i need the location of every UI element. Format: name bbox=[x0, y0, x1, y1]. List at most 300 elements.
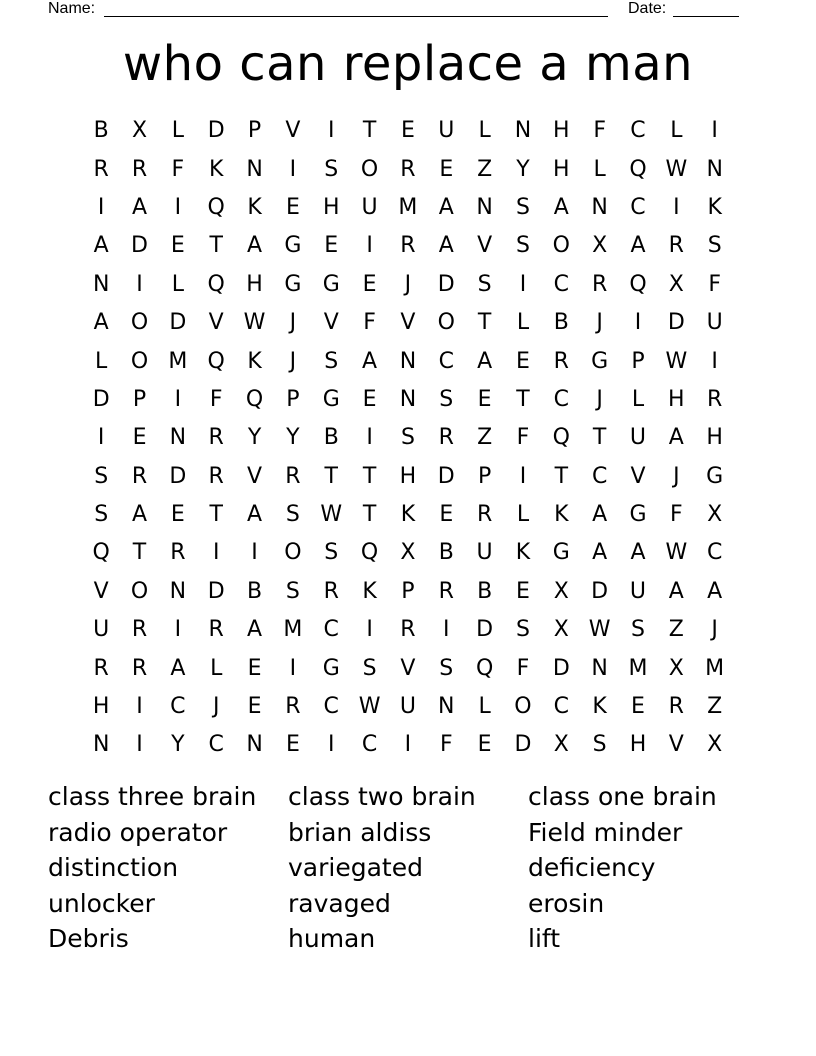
grid-cell: N bbox=[476, 194, 493, 220]
grid-cell: X bbox=[553, 732, 569, 758]
grid-cell: E bbox=[324, 233, 339, 259]
grid-cell: A bbox=[592, 502, 608, 528]
grid-cell: R bbox=[476, 502, 493, 528]
grid-cell: O bbox=[130, 578, 149, 604]
grid-cell: C bbox=[591, 463, 608, 489]
grid-cell: E bbox=[631, 694, 645, 720]
grid-cell: S bbox=[631, 617, 645, 643]
grid-cell: A bbox=[630, 540, 646, 566]
grid-cell: S bbox=[707, 233, 722, 259]
grid-cell: A bbox=[668, 425, 684, 451]
grid-cell: H bbox=[629, 732, 647, 758]
word-list-item: erosin bbox=[528, 888, 605, 918]
grid-cell: U bbox=[399, 694, 416, 720]
grid-cell: N bbox=[399, 386, 417, 412]
grid-cell: C bbox=[630, 118, 646, 144]
grid-cell: A bbox=[170, 655, 186, 681]
grid-cell: N bbox=[591, 194, 608, 220]
grid-cell: T bbox=[362, 463, 377, 489]
grid-cell: A bbox=[630, 233, 646, 259]
grid-cell: Z bbox=[477, 156, 493, 182]
grid-cell: B bbox=[323, 425, 339, 451]
grid-cell: L bbox=[95, 348, 108, 374]
grid-cell: S bbox=[477, 271, 492, 297]
grid-cell: T bbox=[132, 540, 147, 566]
grid-cell: O bbox=[437, 310, 455, 336]
grid-cell: A bbox=[247, 617, 263, 643]
grid-cell: A bbox=[477, 348, 493, 374]
word-list-item: Debris bbox=[48, 924, 129, 954]
grid-cell: R bbox=[591, 271, 608, 297]
grid-cell: V bbox=[323, 310, 339, 336]
grid-cell: Q bbox=[207, 194, 225, 220]
grid-cell: H bbox=[399, 463, 417, 489]
grid-cell: X bbox=[707, 502, 723, 528]
grid-cell: I bbox=[711, 118, 718, 144]
grid-cell: D bbox=[437, 271, 455, 297]
grid-cell: L bbox=[478, 694, 491, 720]
grid-cell: R bbox=[323, 578, 339, 604]
grid-cell: D bbox=[667, 310, 685, 336]
header-row bbox=[48, 0, 742, 20]
grid-cell: J bbox=[596, 386, 603, 412]
grid-cell: P bbox=[132, 386, 147, 412]
grid-cell: G bbox=[284, 271, 302, 297]
grid-cell: K bbox=[554, 502, 569, 528]
word-list-item: Field minder bbox=[528, 817, 683, 847]
name-blank-line[interactable] bbox=[104, 16, 608, 17]
grid-cell: J bbox=[212, 694, 220, 720]
grid-cell: A bbox=[93, 233, 109, 259]
grid-cell: E bbox=[170, 233, 185, 259]
grid-cell: I bbox=[251, 540, 258, 566]
grid-cell: M bbox=[398, 194, 418, 220]
grid-cell: I bbox=[404, 732, 412, 758]
grid-cell: Z bbox=[477, 425, 493, 451]
grid-cell: I bbox=[136, 732, 143, 758]
grid-cell: N bbox=[591, 655, 608, 681]
grid-cell: L bbox=[210, 655, 223, 681]
grid-cell: R bbox=[438, 578, 454, 604]
grid-cell: V bbox=[285, 118, 301, 144]
grid-cell: F bbox=[171, 156, 185, 182]
grid-cell: R bbox=[400, 156, 416, 182]
date-label: Date: bbox=[628, 0, 667, 17]
word-list-item: class three brain bbox=[48, 782, 257, 811]
grid-cell: D bbox=[437, 463, 455, 489]
grid-cell: T bbox=[324, 463, 338, 489]
grid-cell: R bbox=[208, 617, 224, 643]
grid-cell: N bbox=[246, 732, 263, 758]
grid-cell: I bbox=[519, 271, 527, 297]
grid-cell: N bbox=[706, 156, 723, 182]
letter-grid bbox=[82, 112, 734, 767]
grid-cell: E bbox=[439, 502, 454, 528]
grid-cell: Q bbox=[207, 271, 225, 297]
grid-cell: V bbox=[477, 233, 493, 259]
grid-cell: C bbox=[630, 194, 646, 220]
grid-cell: L bbox=[516, 502, 530, 528]
grid-cell: I bbox=[366, 617, 373, 643]
grid-cell: I bbox=[443, 617, 450, 643]
grid-cell: M bbox=[168, 348, 188, 374]
grid-cell: J bbox=[711, 617, 718, 643]
grid-cell: P bbox=[247, 118, 262, 144]
grid-cell: E bbox=[477, 386, 492, 412]
grid-cell: T bbox=[209, 502, 223, 528]
grid-cell: I bbox=[136, 694, 143, 720]
grid-cell: B bbox=[247, 578, 263, 604]
grid-cell: I bbox=[519, 463, 527, 489]
grid-cell: N bbox=[399, 348, 417, 374]
grid-cell: H bbox=[706, 425, 723, 451]
grid-cell: A bbox=[93, 310, 109, 336]
grid-cell: R bbox=[208, 463, 224, 489]
grid-cell: J bbox=[404, 271, 412, 297]
grid-cell: R bbox=[131, 156, 148, 182]
grid-cell: O bbox=[130, 348, 149, 374]
grid-cell: F bbox=[516, 425, 530, 451]
grid-cell: C bbox=[170, 694, 186, 720]
grid-cell: E bbox=[247, 655, 262, 681]
word-list-item: brian aldiss bbox=[288, 817, 432, 847]
grid-cell: A bbox=[362, 348, 378, 374]
grid-cell: I bbox=[289, 156, 297, 182]
grid-cell: E bbox=[362, 386, 377, 412]
grid-cell: I bbox=[366, 233, 373, 259]
grid-cell: H bbox=[553, 156, 570, 182]
grid-cell: P bbox=[286, 386, 300, 412]
grid-cell: U bbox=[629, 425, 647, 451]
grid-cell: R bbox=[285, 463, 301, 489]
grid-cell: L bbox=[478, 118, 491, 144]
grid-cell: E bbox=[247, 694, 262, 720]
grid-cell: Y bbox=[171, 732, 185, 758]
grid-cell: K bbox=[247, 194, 262, 220]
grid-cell: F bbox=[516, 655, 530, 681]
grid-cell: F bbox=[209, 386, 223, 412]
grid-cell: S bbox=[94, 463, 109, 489]
grid-cell: I bbox=[366, 425, 373, 451]
grid-cell: G bbox=[284, 233, 302, 259]
grid-cell: D bbox=[92, 386, 110, 412]
grid-cell: M bbox=[705, 655, 725, 681]
grid-cell: S bbox=[94, 502, 109, 528]
grid-cell: C bbox=[706, 540, 723, 566]
grid-cell: Y bbox=[516, 156, 530, 182]
grid-cell: Q bbox=[360, 540, 379, 566]
grid-cell: S bbox=[439, 655, 454, 681]
word-list-item: distinction bbox=[48, 853, 179, 883]
grid-cell: Q bbox=[207, 348, 225, 374]
grid-cell: I bbox=[327, 118, 335, 144]
grid-cell: H bbox=[322, 194, 340, 220]
grid-cell: A bbox=[131, 194, 148, 220]
grid-cell: Q bbox=[475, 655, 494, 681]
grid-cell: O bbox=[514, 694, 532, 720]
grid-cell: N bbox=[438, 694, 455, 720]
grid-cell: L bbox=[171, 118, 184, 144]
word-list-item: deficiency bbox=[528, 853, 656, 883]
grid-cell: D bbox=[169, 463, 187, 489]
grid-cell: R bbox=[707, 386, 723, 412]
grid-cell: N bbox=[169, 578, 187, 604]
grid-cell: H bbox=[92, 694, 110, 720]
grid-cell: Y bbox=[286, 425, 300, 451]
grid-cell: J bbox=[596, 310, 603, 336]
grid-cell: E bbox=[516, 348, 530, 374]
grid-cell: M bbox=[628, 655, 648, 681]
grid-cell: O bbox=[360, 156, 379, 182]
grid-cell: V bbox=[247, 463, 263, 489]
grid-cell: R bbox=[131, 655, 148, 681]
grid-cell: D bbox=[476, 617, 494, 643]
grid-cell: F bbox=[708, 271, 721, 297]
grid-cell: D bbox=[207, 578, 225, 604]
word-list-item: class one brain bbox=[528, 782, 717, 811]
grid-cell: C bbox=[208, 732, 224, 758]
grid-cell: A bbox=[438, 194, 454, 220]
grid-cell: V bbox=[630, 463, 646, 489]
grid-cell: Q bbox=[245, 386, 264, 412]
grid-cell: L bbox=[516, 310, 530, 336]
grid-cell: X bbox=[592, 233, 608, 259]
grid-cell: F bbox=[363, 310, 376, 336]
grid-cell: F bbox=[670, 502, 683, 528]
grid-cell: H bbox=[246, 271, 263, 297]
grid-cell: A bbox=[247, 502, 263, 528]
grid-cell: K bbox=[400, 502, 416, 528]
grid-cell: W bbox=[358, 694, 381, 720]
grid-cell: W bbox=[243, 310, 266, 336]
grid-cell: D bbox=[169, 310, 187, 336]
grid-cell: P bbox=[477, 463, 492, 489]
grid-cell: S bbox=[362, 655, 377, 681]
grid-cell: N bbox=[514, 118, 532, 144]
grid-cell: C bbox=[553, 271, 569, 297]
grid-cell: M bbox=[283, 617, 303, 643]
grid-cell: E bbox=[477, 732, 492, 758]
grid-cell: R bbox=[668, 233, 684, 259]
name-label: Name: bbox=[48, 0, 96, 17]
grid-cell: Q bbox=[92, 540, 110, 566]
grid-cell: K bbox=[515, 540, 531, 566]
grid-cell: D bbox=[131, 233, 148, 259]
word-list-item: human bbox=[288, 924, 376, 954]
grid-cell: U bbox=[706, 310, 723, 336]
grid-cell: S bbox=[324, 540, 339, 566]
grid-cell: P bbox=[631, 348, 645, 374]
grid-cell: F bbox=[593, 118, 606, 144]
grid-cell: E bbox=[285, 194, 300, 220]
grid-cell: I bbox=[711, 348, 718, 374]
grid-cell: R bbox=[668, 694, 684, 720]
word-list-item: lift bbox=[528, 924, 561, 954]
grid-cell: E bbox=[516, 578, 530, 604]
grid-cell: S bbox=[592, 732, 607, 758]
grid-cell: R bbox=[93, 156, 109, 182]
grid-cell: R bbox=[285, 694, 301, 720]
grid-cell: X bbox=[707, 732, 723, 758]
grid-cell: G bbox=[552, 540, 570, 566]
grid-cell: X bbox=[553, 578, 569, 604]
grid-cell: X bbox=[400, 540, 416, 566]
grid-cell: T bbox=[592, 425, 607, 451]
grid-cell: E bbox=[439, 156, 454, 182]
grid-cell: Q bbox=[629, 271, 647, 297]
grid-cell: B bbox=[93, 118, 109, 144]
grid-cell: U bbox=[438, 118, 455, 144]
grid-cell: U bbox=[93, 617, 110, 643]
grid-cell: A bbox=[668, 578, 684, 604]
grid-cell: C bbox=[553, 386, 569, 412]
grid-cell: T bbox=[209, 233, 223, 259]
grid-cell: H bbox=[553, 118, 570, 144]
grid-cell: R bbox=[208, 425, 224, 451]
grid-cell: K bbox=[362, 578, 377, 604]
grid-cell: T bbox=[362, 502, 377, 528]
grid-cell: A bbox=[592, 540, 608, 566]
grid-cell: N bbox=[92, 732, 110, 758]
grid-cell: W bbox=[320, 502, 343, 528]
grid-cell: S bbox=[515, 233, 530, 259]
grid-cell: Q bbox=[629, 156, 647, 182]
grid-cell: K bbox=[592, 694, 607, 720]
grid-cell: D bbox=[591, 578, 609, 604]
grid-cell: V bbox=[208, 310, 224, 336]
word-list bbox=[48, 779, 768, 957]
grid-cell: S bbox=[324, 348, 339, 374]
grid-cell: L bbox=[670, 118, 683, 144]
grid-cell: W bbox=[588, 617, 611, 643]
grid-cell: R bbox=[170, 540, 186, 566]
grid-cell: X bbox=[553, 617, 569, 643]
grid-cell: I bbox=[212, 540, 220, 566]
grid-cell: I bbox=[97, 425, 105, 451]
date-blank-line[interactable] bbox=[673, 16, 739, 17]
grid-cell: X bbox=[668, 655, 684, 681]
grid-cell: B bbox=[438, 540, 454, 566]
grid-cell: W bbox=[665, 156, 688, 182]
grid-cell: N bbox=[169, 425, 187, 451]
grid-cell: V bbox=[668, 732, 684, 758]
grid-cell: I bbox=[136, 271, 143, 297]
grid-cell: L bbox=[631, 386, 645, 412]
grid-cell: I bbox=[289, 655, 297, 681]
grid-cell: R bbox=[131, 617, 148, 643]
grid-cell: Z bbox=[668, 617, 684, 643]
grid-cell: T bbox=[554, 463, 569, 489]
grid-cell: S bbox=[324, 156, 339, 182]
grid-cell: E bbox=[285, 732, 300, 758]
grid-cell: T bbox=[362, 118, 377, 144]
grid-cell: A bbox=[707, 578, 723, 604]
grid-cell: I bbox=[174, 386, 182, 412]
grid-cell: A bbox=[131, 502, 148, 528]
word-list-item: unlocker bbox=[48, 888, 155, 918]
grid-cell: E bbox=[170, 502, 185, 528]
grid-cell: X bbox=[668, 271, 684, 297]
word-list-item: radio operator bbox=[48, 817, 228, 847]
grid-cell: X bbox=[131, 118, 148, 144]
grid-cell: G bbox=[706, 463, 724, 489]
grid-cell: E bbox=[132, 425, 147, 451]
grid-cell: V bbox=[400, 655, 416, 681]
grid-cell: O bbox=[284, 540, 302, 566]
grid-cell: K bbox=[208, 156, 224, 182]
grid-cell: K bbox=[247, 348, 262, 374]
grid-cell: T bbox=[477, 310, 492, 336]
grid-cell: J bbox=[289, 310, 297, 336]
grid-cell: V bbox=[93, 578, 109, 604]
grid-cell: O bbox=[130, 310, 149, 336]
word-list-item: class two brain bbox=[288, 782, 476, 811]
grid-cell: N bbox=[246, 156, 263, 182]
grid-cell: S bbox=[439, 386, 454, 412]
grid-cell: S bbox=[285, 578, 300, 604]
grid-cell: H bbox=[668, 386, 685, 412]
grid-cell: U bbox=[361, 194, 378, 220]
grid-cell: Z bbox=[707, 694, 723, 720]
grid-cell: A bbox=[247, 233, 263, 259]
grid-cell: U bbox=[476, 540, 493, 566]
grid-cell: O bbox=[552, 233, 570, 259]
grid-cell: E bbox=[400, 118, 415, 144]
grid-cell: G bbox=[322, 655, 340, 681]
grid-cell: V bbox=[400, 310, 416, 336]
word-list-item: ravaged bbox=[288, 888, 391, 918]
grid-cell: C bbox=[553, 694, 569, 720]
grid-cell: C bbox=[361, 732, 378, 758]
grid-cell: T bbox=[516, 386, 530, 412]
grid-cell: I bbox=[673, 194, 680, 220]
grid-cell: B bbox=[477, 578, 493, 604]
grid-cell: P bbox=[401, 578, 415, 604]
grid-cell: G bbox=[629, 502, 647, 528]
grid-cell: F bbox=[439, 732, 453, 758]
grid-cell: Q bbox=[552, 425, 570, 451]
grid-cell: N bbox=[92, 271, 110, 297]
grid-cell: S bbox=[400, 425, 415, 451]
grid-cell: L bbox=[593, 156, 606, 182]
grid-cell: R bbox=[553, 348, 569, 374]
grid-cell: A bbox=[438, 233, 454, 259]
grid-cell: G bbox=[591, 348, 609, 374]
grid-cell: S bbox=[285, 502, 300, 528]
word-list-item: variegated bbox=[288, 853, 423, 883]
grid-cell: I bbox=[327, 732, 335, 758]
grid-cell: C bbox=[438, 348, 454, 374]
grid-cell: J bbox=[673, 463, 680, 489]
grid-cell: J bbox=[289, 348, 297, 374]
grid-cell: R bbox=[438, 425, 454, 451]
grid-cell: B bbox=[553, 310, 569, 336]
grid-cell: I bbox=[634, 310, 642, 336]
grid-cell: G bbox=[322, 386, 340, 412]
grid-cell: U bbox=[629, 578, 647, 604]
grid-cell: D bbox=[207, 118, 225, 144]
grid-cell: R bbox=[131, 463, 148, 489]
grid-cell: Y bbox=[247, 425, 262, 451]
grid-cell: L bbox=[171, 271, 184, 297]
grid-cell: R bbox=[400, 233, 416, 259]
grid-cell: A bbox=[553, 194, 569, 220]
grid-cell: E bbox=[362, 271, 377, 297]
grid-cell: R bbox=[400, 617, 416, 643]
puzzle-title: who can replace a man bbox=[122, 36, 694, 92]
grid-cell: S bbox=[515, 194, 530, 220]
grid-cell: D bbox=[514, 732, 532, 758]
